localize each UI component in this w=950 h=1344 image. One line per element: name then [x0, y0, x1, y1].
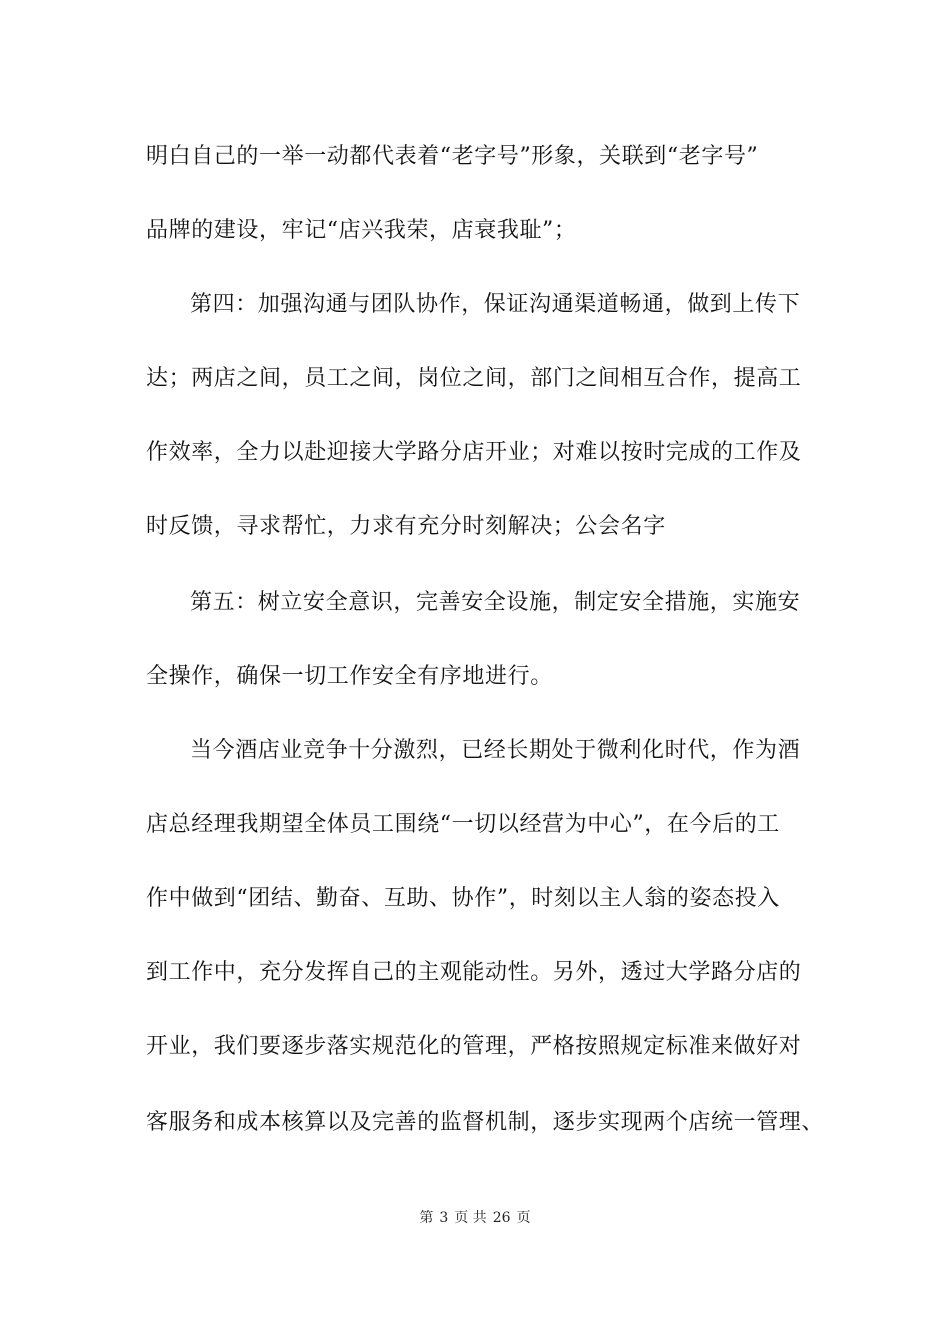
text-line: 客服务和成本核算以及完善的监督机制，逐步实现两个店统一管理、 — [146, 1110, 825, 1135]
text-line: 作效率，全力以赴迎接大学路分店开业；对难以按时完成的工作及 — [146, 440, 802, 465]
page-label-mid: 页 共 — [454, 1210, 487, 1226]
text-line: 时反馈，寻求帮忙，力求有充分时刻解决；公会名字 — [146, 514, 666, 539]
text-line: 全操作，确保一切工作安全有序地进行。 — [146, 664, 553, 689]
text-line: 明白自己的一举一动都代表着“老字号”形象，关联到“老字号” — [146, 144, 759, 169]
paragraph-start-line: 第四：加强沟通与团队协作，保证沟通渠道畅通，做到上传下 — [190, 292, 801, 317]
text-line: 品牌的建设，牢记“店兴我荣，店衰我耻”； — [146, 218, 577, 243]
paragraph-start-line: 当今酒店业竞争十分激烈，已经长期处于微利化时代，作为酒 — [190, 738, 801, 763]
paragraph-start-line: 第五：树立安全意识，完善安全设施，制定安全措施，实施安 — [190, 590, 801, 615]
page-label-prefix: 第 — [419, 1210, 434, 1226]
text-line: 店总经理我期望全体员工围绕“一切以经营为中心”，在今后的工 — [146, 812, 780, 837]
page-label-suffix: 页 — [516, 1210, 531, 1226]
text-line: 达；两店之间，员工之间，岗位之间，部门之间相互合作，提高工 — [146, 366, 802, 391]
page-footer — [0, 1208, 950, 1228]
text-line: 到工作中，充分发挥自己的主观能动性。另外，透过大学路分店的 — [146, 960, 802, 985]
text-line: 作中做到“团结、勤奋、互助、协作”，时刻以主人翁的姿态投入 — [146, 886, 780, 911]
total-pages-number: 26 — [492, 1210, 511, 1226]
text-line: 开业，我们要逐步落实规范化的管理，严格按照规定标准来做好对 — [146, 1034, 802, 1059]
current-page-number: 3 — [439, 1210, 449, 1226]
